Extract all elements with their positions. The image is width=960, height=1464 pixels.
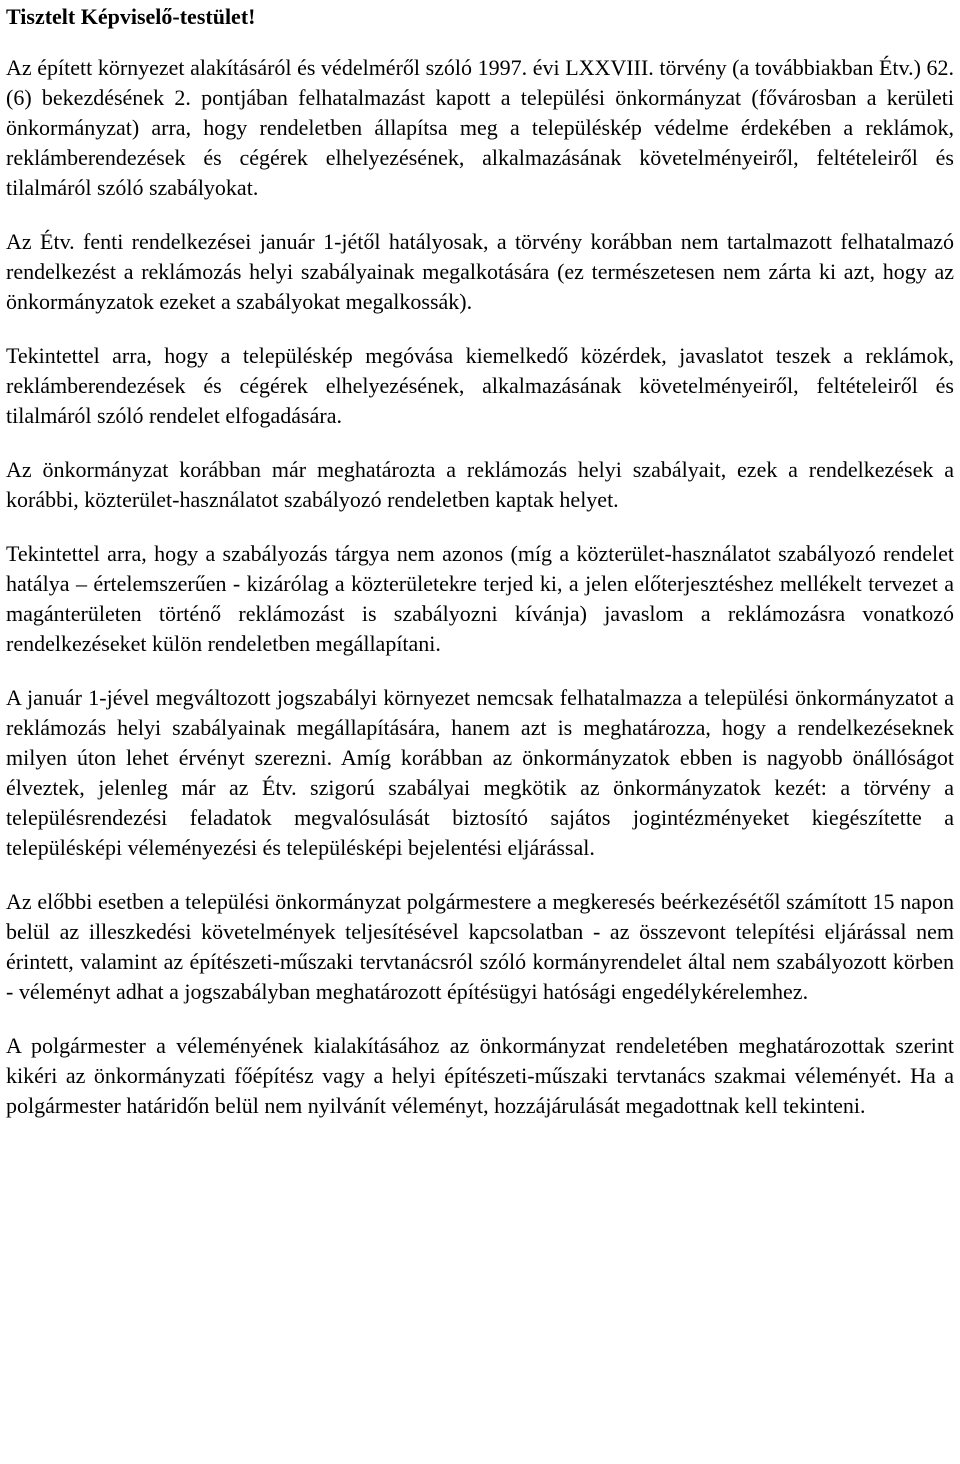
paragraph-7: Az előbbi esetben a települési önkormányzat polgármestere a megkeresés beérkezésétől számított 15 napon belül az illeszkedési követelmények teljesítésével kapcsolatban - az összevont telepítési eljárással nem érintett, valamint az építészeti-műszaki tervtanácsról szóló kormányrendelet által nem szabályozott körben - véleményt adhat a jogszabályban meghatározott építésügyi hatósági engedélykérelemhez. xyxy=(6,889,954,1004)
paragraph-2: Az Étv. fenti rendelkezései január 1-jétől hatályosak, a törvény korábban nem tartalmazott felhatalmazó rendelkezést a reklámozás helyi szabályainak megalkotására (ez természetesen nem zárta ki azt, hogy az önkormányzatok ezeket a szabályokat megalkossák). xyxy=(6,229,954,314)
paragraph-5: Tekintettel arra, hogy a szabályozás tárgya nem azonos (míg a közterület-használatot szabályozó rendelet hatálya – értelemszerűen - kizárólag a közterületekre terjed ki, a jelen előterjesztéshez mellékelt tervezet a magánterületen történő reklámozást is szabályozni kívánja) javaslom a reklámozásra vonatkozó rendelkezéseket külön rendeletben megállapítani. xyxy=(6,541,954,656)
paragraph-1: Az épített környezet alakításáról és védelméről szóló 1997. évi LXXVIII. törvény (a továbbiakban Étv.) 62. (6) bekezdésének 2. pontjában felhatalmazást kapott a települési önkormányzat (fővárosban a kerületi önkormányzat) arra, hogy rendeletben állapítsa meg a településkép védelme érdekében a reklámok, reklámberendezések és cégérek elhelyezésének, alkalmazásának követelményeiről, feltételeiről és tilalmáról szóló szabályokat. xyxy=(6,55,954,200)
paragraph-4: Az önkormányzat korábban már meghatározta a reklámozás helyi szabályait, ezek a rendelkezések a korábbi, közterület-használatot szabályozó rendeletben kaptak helyet. xyxy=(6,457,954,512)
paragraph-6: A január 1-jével megváltozott jogszabályi környezet nemcsak felhatalmazza a települési önkormányzatot a reklámozás helyi szabályainak megállapítására, hanem azt is meghatározza, hogy a rendelkezéseknek milyen úton lehet érvényt szerezni. Amíg korábban az önkormányzatok ebben is nagyobb önállóságot élveztek, jelenleg már az Étv. szigorú szabályai megkötik az önkormányzatok kezét: a törvény a településrendezési feladatok megvalósulását biztosító sajátos jogintézményeket kiegészítette a településképi véleményezési és településképi bejelentési eljárással. xyxy=(6,685,954,860)
paragraph-3: Tekintettel arra, hogy a településkép megóvása kiemelkedő közérdek, javaslatot teszek a reklámok, reklámberendezések és cégérek elhelyezésének, alkalmazásának követelményeiről, feltételeiről és tilalmáról szóló rendelet elfogadására. xyxy=(6,343,954,428)
document-title: Tisztelt Képviselő-testület! xyxy=(6,4,256,29)
paragraph-8: A polgármester a véleményének kialakításához az önkormányzat rendeletében meghatározottak szerint kikéri az önkormányzati főépítész vagy a helyi építészeti-műszaki tervtanács szakmai véleményét. Ha a polgármester határidőn belül nem nyilvánít véleményt, hozzájárulását megadottnak kell tekinteni. xyxy=(6,1033,954,1118)
